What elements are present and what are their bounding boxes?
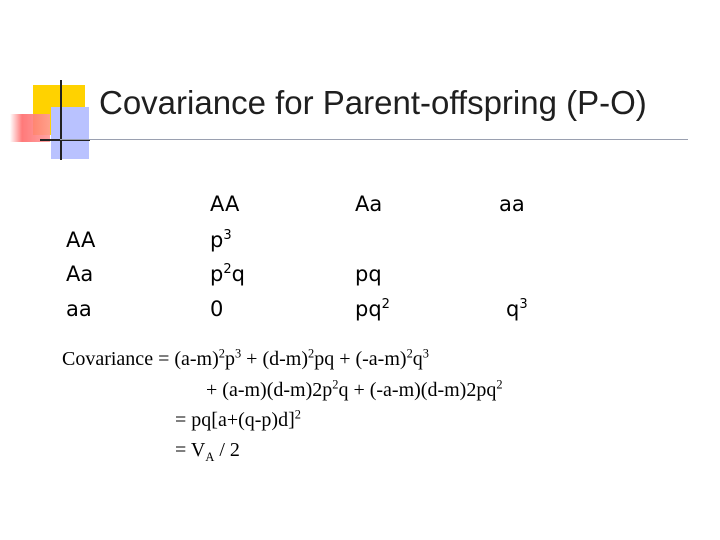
logo-blue-square xyxy=(51,107,89,159)
cell-Aa-Aa: pq xyxy=(355,262,382,286)
row-header-AA: AA xyxy=(66,228,96,252)
slide-title: Covariance for Parent-offspring (P-O) xyxy=(99,84,647,121)
col-header-aa: aa xyxy=(499,192,525,216)
logo-red-bar xyxy=(10,114,50,142)
equation-line-1: Covariance = $(a-m)^2p^3 + (d-m)^2pq + (-a-m)^2q^3$ xyxy=(62,346,429,370)
cell-aa-Aa: $pq^2$ xyxy=(355,297,390,321)
col-header-AA: AA xyxy=(210,192,240,216)
cell-Aa-AA: $p^2q$ xyxy=(210,262,245,286)
cell-aa-aa: $q^3$ xyxy=(506,297,528,321)
row-header-aa: aa xyxy=(66,297,92,321)
title-divider xyxy=(60,139,688,140)
equation-line-3: = $pq[a+(q-p)d]^2$ xyxy=(175,407,301,431)
cell-AA-AA: $p^3$ xyxy=(210,228,232,252)
logo-vertical-line xyxy=(60,80,62,160)
equation-line-4: = $V_A / 2$ xyxy=(175,439,240,464)
cell-aa-AA: 0 xyxy=(210,297,224,321)
col-header-Aa: Aa xyxy=(355,192,383,216)
row-header-Aa: Aa xyxy=(66,262,94,286)
equation-line-2: + $(a-m)(d-m)2p^2q + (-a-m)(d-m)2pq^2$ xyxy=(206,377,503,401)
